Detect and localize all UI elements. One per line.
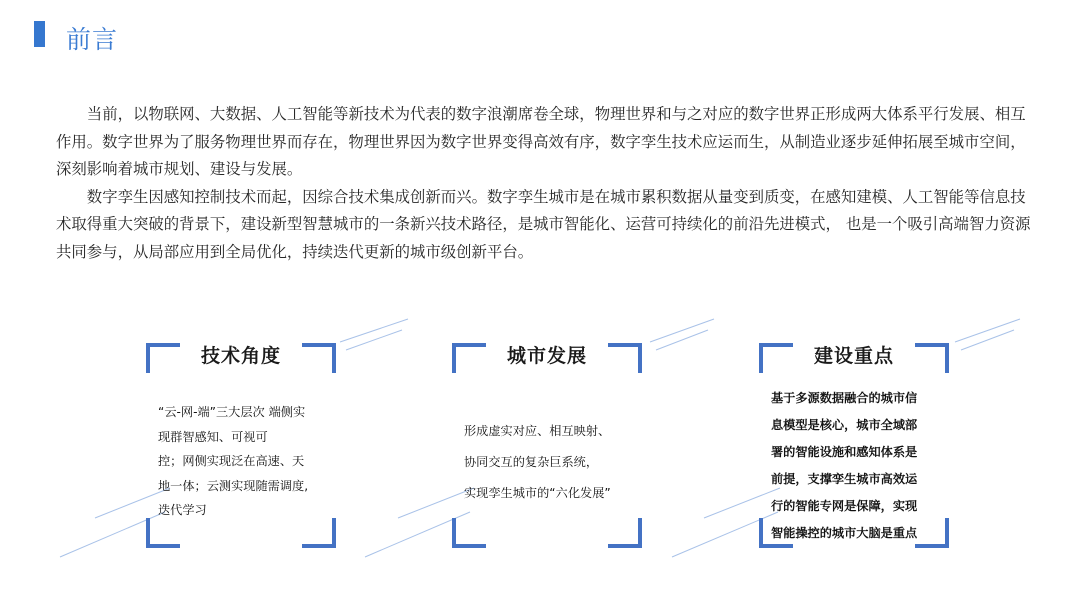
card-city-development <box>452 343 642 548</box>
bracket-bottom-left <box>452 518 486 548</box>
card-line: 息模型是核心，城市全域部 <box>771 418 918 432</box>
card-line: 协同交互的复杂巨系统， <box>464 455 599 469</box>
card-title: 建设重点 <box>813 345 894 367</box>
card-title: 技术角度 <box>200 345 281 367</box>
card-body <box>771 385 949 547</box>
bracket-bottom-right <box>608 518 642 548</box>
card-line: 智能操控的城市大脑是重点 <box>771 526 918 540</box>
card-body <box>158 400 336 523</box>
card-line: 前提，支撑孪生城市高效运 <box>771 472 918 486</box>
card-line: “云-网-端”三大层次 端侧实 <box>158 405 306 419</box>
card-line: 地一体；云测实现随需调度, <box>158 478 309 493</box>
card-line: 形成虚实对应、相互映射、 <box>464 424 611 438</box>
card-line: 实现孪生城市的“六化发展” <box>464 486 611 500</box>
card-line: 控；网侧实现泛在高速、天 <box>158 454 305 468</box>
card-line: 基于多源数据融合的城市信 <box>771 391 918 405</box>
card-line: 行的智能专网是保障，实现 <box>771 499 918 513</box>
card-line: 现群智感知、可视可 <box>158 429 268 444</box>
page-title: 前言 <box>66 25 119 54</box>
intro-paragraph-2: 数字孪生因感知控制技术而起，因综合技术集成创新而兴。数字孪生城市是在城市累积数据从量变到质变，在感知建模、人工智能等信息技术取得重大突破的背景下，建设新型智慧城市的一条新兴技术路径，是城市智能化、运营可持续化的前沿先进模式， 也是一个吸引高端智力资源共同参与，从局部应用到全局优化，持续迭代更新的城市级创新平台。 <box>56 187 1031 261</box>
card-line: 署的智能设施和感知体系是 <box>771 445 918 459</box>
card-title: 城市发展 <box>506 345 587 367</box>
card-construction-focus <box>759 343 949 548</box>
intro-paragraph-1: 当前，以物联网、大数据、人工智能等新技术为代表的数字浪潮席卷全球，物理世界和与之对应的数字世界正形成两大体系平行发展、相互作用。数字世界为了服务物理世界而存在，物理世界因为数字世界变得高效有序，数字孪生技术应运而生，从制造业逐步延伸拓展至城市空间，深刻影响着城市规划、建设与发展。 <box>56 105 1026 178</box>
card-line: 迭代学习 <box>158 503 207 517</box>
bracket-bottom-right <box>302 518 336 548</box>
bracket-bottom-left <box>146 518 180 548</box>
card-technology <box>146 343 336 548</box>
card-body <box>464 416 642 509</box>
